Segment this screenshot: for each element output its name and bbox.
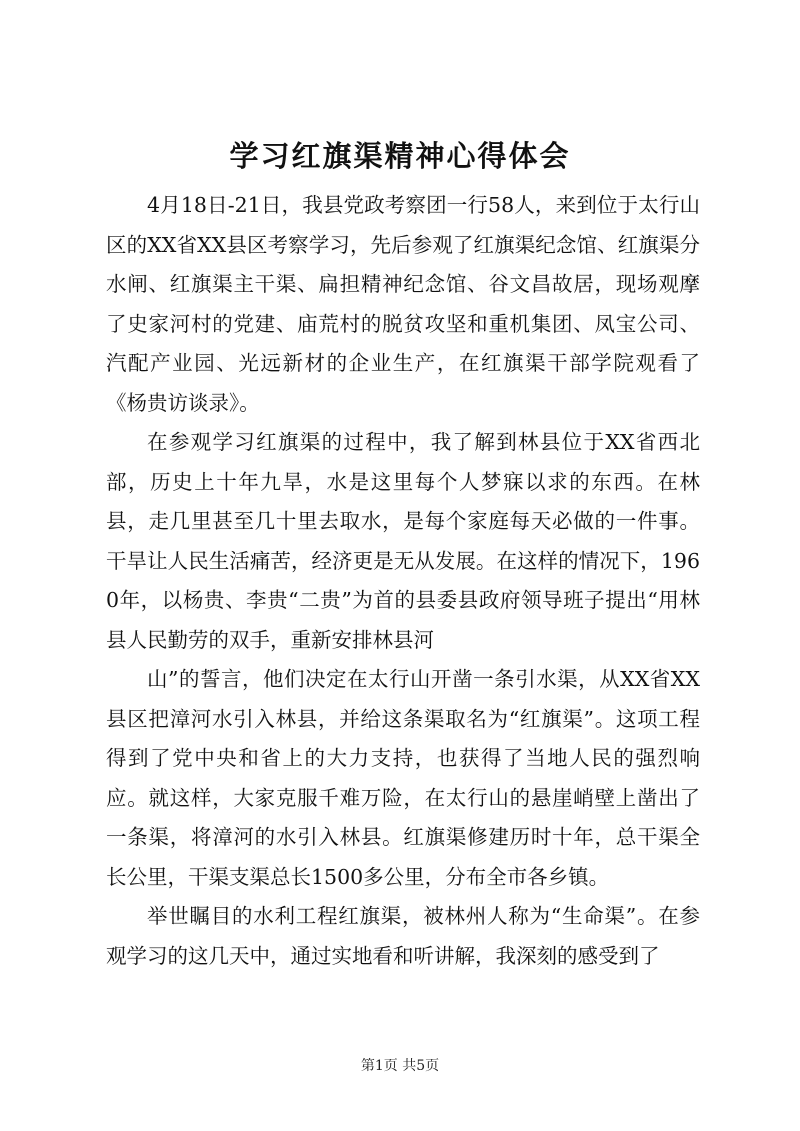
paragraph-2: 在参观学习红旗渠的过程中，我了解到林县位于XX省西北部，历史上十年九旱，水是这里每个人梦寐以求的东西。在林县，走几里甚至几十里去取水，是每个家庭每天必做的一件事。干旱让人民生活痛苦，经济更是无从发展。在这样的情况下，1960年，以杨贵、李贵“二贵”为首的县委县政府领导班子提出“用林县人民勤劳的双手，重新安排林县河 [106, 430, 700, 652]
paragraph-4: 举世瞩目的水利工程红旗渠，被林州人称为“生命渠”。在参观学习的这几天中，通过实地看和听讲解，我深刻的感受到了 [106, 904, 700, 968]
document-title: 学习红旗渠精神心得体会 [229, 139, 571, 173]
paragraph-3: 山”的誓言，他们决定在太行山开凿一条引水渠，从XX省XX县区把漳河水引入林县，并给这条渠取名为“红旗渠”。这项工程得到了党中央和省上的大力支持，也获得了当地人民的强烈响应。就这样，大家克服千难万险，在太行山的悬崖峭壁上凿出了一条渠，将漳河的水引入林县。红旗渠修建历时十年，总干渠全长公里，干渠支渠总长1500多公里，分布全市各乡镇。 [106, 667, 700, 889]
document-body [106, 186, 700, 976]
page-number: 第1页 共5页 [360, 1058, 440, 1074]
paragraph-1: 4月18日-21日，我县党政考察团一行58人，来到位于太行山区的XX省XX县区考察学习，先后参观了红旗渠纪念馆、红旗渠分水闸、红旗渠主干渠、扁担精神纪念馆、谷文昌故居，现场观摩了史家河村的党建、庙荒村的脱贫攻坚和重机集团、凤宝公司、汽配产业园、光远新材的企业生产，在红旗渠干部学院观看了《杨贵访谈录》。 [106, 193, 700, 415]
